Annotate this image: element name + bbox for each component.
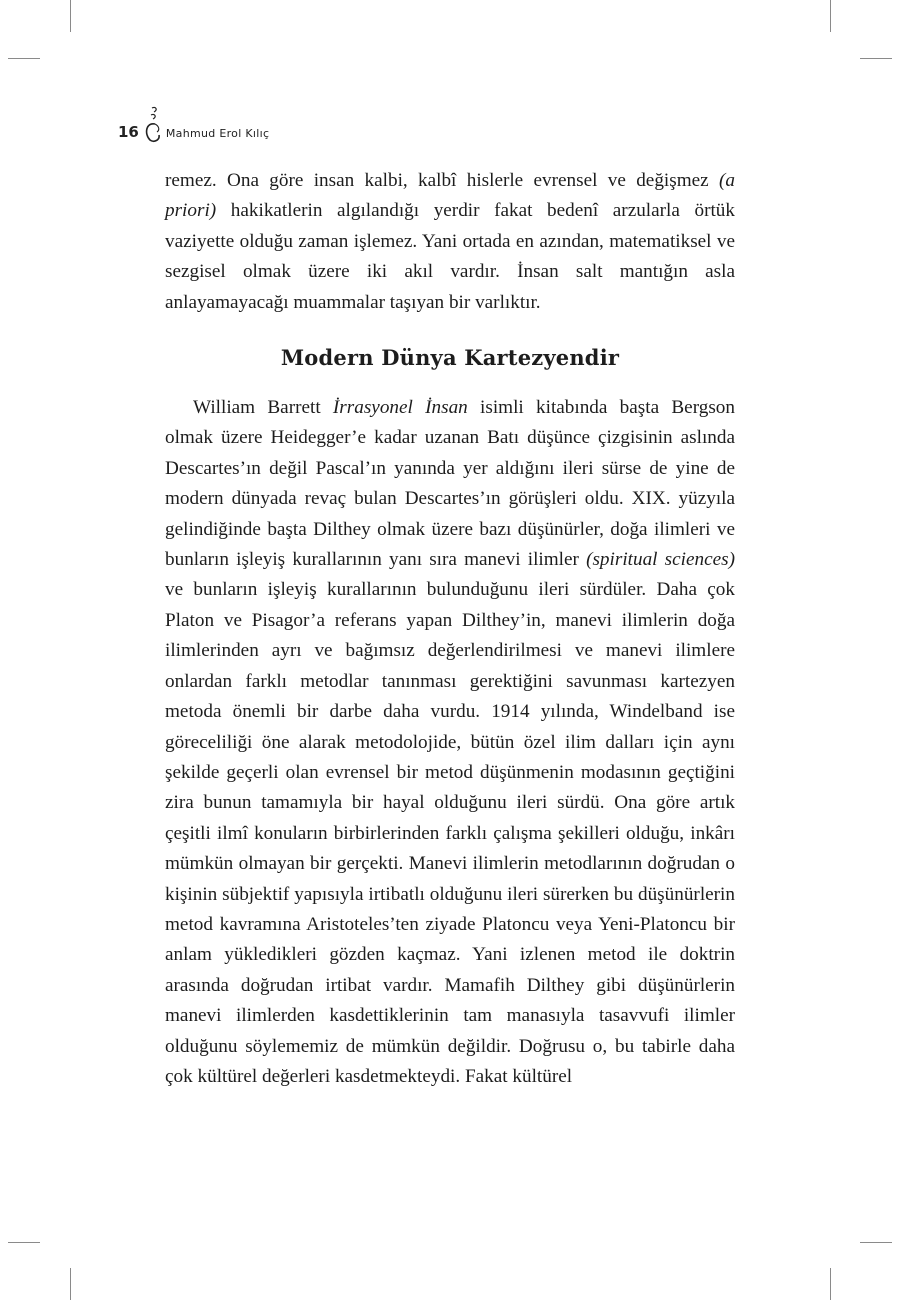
author-name: Mahmud Erol Kılıç (165, 127, 270, 140)
italic-term: (spiritual sciences) (586, 549, 735, 571)
section-heading: Modern Dünya Kartezyendir (280, 345, 620, 371)
crop-mark-top-right (830, 0, 831, 32)
text-run: William Barrett (193, 397, 333, 419)
text-run: isimli kitabında başta Bergson olmak üzere Heidegger’e kadar uzanan Batı düşünce çizgisinin aslında Descartes’ın değil Pascal’ın yanında yer aldığını ileri sürse de yine de modern dünyada revaç bulan Descartes’ın görüşleri oldu. XIX. yüzyıla gelindiğinde başta Dilthey olmak üzere bazı düşünürler, doğa ilimleri ve bunların işleyiş kurallarının yanı sıra manevi ilimler (165, 397, 735, 571)
crop-mark-right-top (860, 58, 892, 59)
paragraph (165, 393, 735, 1092)
text-run: remez. Ona göre insan kalbi, kalbî hislerle evrensel ve değişmez (165, 170, 720, 191)
crop-mark-left-bottom (8, 1242, 40, 1243)
running-header (118, 104, 269, 144)
crop-mark-right-bottom (860, 1242, 892, 1243)
crop-mark-bottom-right (830, 1268, 831, 1300)
italic-term: (a priori) (165, 170, 735, 222)
page-body (165, 166, 735, 1092)
crop-mark-top-left (70, 0, 71, 32)
paragraph-continued (165, 166, 735, 318)
text-run: ve bunların işleyiş kurallarının bulunduğunu ileri sürdüler. Daha çok Platon ve Pisagor’a referans yapan Dilthey’in, manevi ilimlerin doğa ilimlerinden ayrı ve bağımsız değerlendirilmesi ve manevi ilimlere onlardan farklı metodlar tanınması gerektiğini savunması kartezyen metoda önemli bir darbe daha vurdu. 1914 yılında, Windelband ise göreceliliği öne alarak metodolojide, bütün özel ilim dalları için aynı şekilde geçerli olan evrensel bir metod düşünmenin modasının geçtiğini zira bunun tamamıyla bir hayal olduğunu ileri sürdü. Ona göre artık çeşitli ilmî konuların birbirlerinden farklı çalışma şekilleri olduğu, inkârı mümkün olmayan bir gerçekti. Manevi ilimlerin metodlarının doğrudan o kişinin sübjektif yapısıyla irtibatlı olduğunu ileri sürerken bu düşünürlerin metod kavramına Aristoteles’ten ziyade Platoncu veya Yeni-Platoncu bir anlam yükledikleri gözden kaçmaz. Yani izlenen metod ile doktrin arasında doğrudan irtibat vardır. Mamafih Dilthey gibi düşünürlerin manevi ilimlerden kasdettiklerinin tam manasıyla tasavvufi ilimler olduğunu söylememiz de mümkün değildir. Doğrusu o, bu tabirle daha çok kültürel değerleri kasdetmekteydi. Fakat kültürel (165, 579, 735, 1087)
page-number: 16 (118, 123, 139, 141)
text-run: hakikatlerin algılandığı yerdir fakat bedenî arzularla örtük vaziyette olduğu zaman işlemez. Yani ortada en azından, matematiksel ve sezgisel olmak üzere iki akıl vardır. İnsan salt mantığın asla anlayamayacağı muammalar taşıyan bir varlıktır. (165, 200, 735, 313)
crop-mark-left-top (8, 58, 40, 59)
book-title: İrrasyonel İnsan (332, 397, 468, 419)
crop-mark-bottom-left (70, 1268, 71, 1300)
calligraphy-ornament-icon (143, 104, 163, 144)
